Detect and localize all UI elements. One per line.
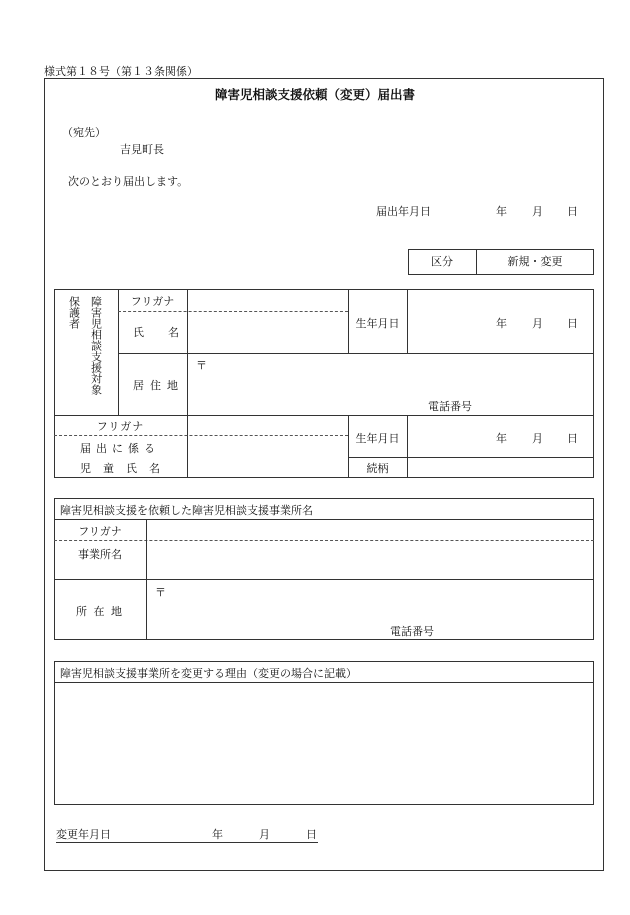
guardian-birth-day[interactable]: 日 [567,317,578,330]
child-relation-label: 続柄 [366,462,389,475]
office-name-label: 事業所名 [78,548,122,561]
addressee-label: （宛先） [62,126,106,139]
category-value[interactable]: 新規・変更 [507,255,563,268]
form-number: 様式第１８号（第１３条関係） [44,65,198,78]
guardian-side-label: 保護者 [67,296,81,329]
office-furigana-label: フリガナ [78,525,122,538]
guardian-birth-year[interactable]: 年 [496,317,507,330]
change-date-underline [56,842,318,843]
reason-text-area[interactable] [55,683,593,804]
guardian-birthdate-label: 生年月日 [355,317,400,330]
child-birth-day[interactable]: 日 [567,432,578,445]
child-furigana-label: フリガナ [96,420,145,433]
guardian-name-label-2: 名 [168,326,179,339]
submission-date-label: 届出年月日 [376,205,431,218]
addressee: 吉見町長 [120,143,164,156]
change-date-label: 変更年月日 [56,828,111,841]
child-birthdate-label: 生年月日 [355,432,400,445]
intro-text: 次のとおり届出します。 [68,175,189,188]
office-postal-mark: 〒 [155,586,166,599]
office-header: 障害児相談支援を依頼した障害児相談支援事業所名 [60,504,313,517]
child-label-line1: 届出に係る [80,442,160,455]
child-birth-month[interactable]: 月 [532,432,543,445]
child-birth-year[interactable]: 年 [496,432,507,445]
child-label-line2: 児童氏名 [80,462,172,475]
guardian-postal-mark: 〒 [196,359,207,372]
form-title: 障害児相談支援依頼（変更）届出書 [214,87,415,102]
guardian-name-label-1: 氏 [133,326,144,339]
category-label: 区分 [431,255,453,268]
change-date-month[interactable]: 月 [259,828,270,841]
guardian-birth-month[interactable]: 月 [532,317,543,330]
change-date-day[interactable]: 日 [306,828,317,841]
office-phone-label: 電話番号 [390,625,434,638]
submission-date-year[interactable]: 年 [496,205,507,218]
office-address-label: 所 在 地 [76,605,122,618]
change-date-year[interactable]: 年 [212,828,223,841]
submission-date-month[interactable]: 月 [532,205,543,218]
guardian-phone-label: 電話番号 [428,400,472,413]
guardian-address-label: 居 住 地 [133,379,178,392]
reason-header: 障害児相談支援事業所を変更する理由（変更の場合に記載） [60,667,357,680]
submission-date-day[interactable]: 日 [567,205,578,218]
support-target-side-label: 障害児相談支援対象 [89,296,103,395]
guardian-furigana-label: フリガナ [130,295,175,308]
